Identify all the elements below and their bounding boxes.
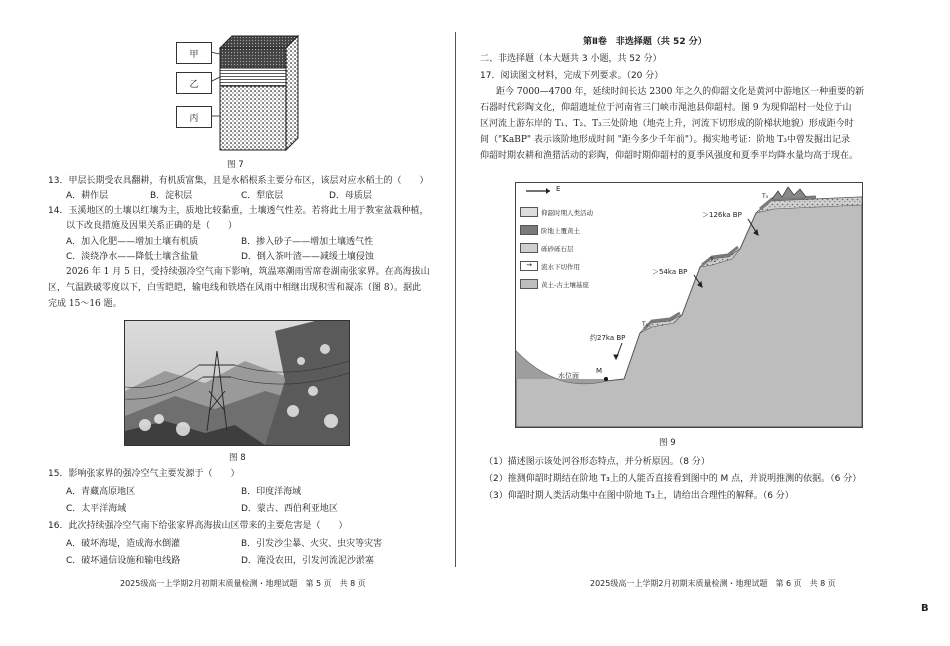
corner-mark: B bbox=[921, 603, 929, 614]
legend-swatch-gravel bbox=[520, 243, 538, 253]
age-label-t3: ＞126ka BP bbox=[702, 211, 742, 219]
terrace-label-t3: T₃ bbox=[762, 193, 769, 200]
layer-label-yi: 乙 bbox=[176, 72, 212, 94]
legend-loess-cover bbox=[520, 225, 580, 235]
q17-sub2: （2）推测仰韶时期结在阶地 T₃上的人能否直接看到图中的 M 点，并说明推测的依据。（6 分） bbox=[484, 474, 862, 484]
right-footer: 2025级高一上学期2月初期末质量检测・地理试题 第 6 页 共 8 页 bbox=[590, 579, 836, 588]
water-level-label: 水位面 bbox=[558, 372, 579, 380]
figure-8-photo bbox=[124, 320, 350, 446]
legend-label-downcutting: 流水下切作用 bbox=[541, 262, 580, 271]
q15-option-c: C．太平洋海域 bbox=[66, 504, 127, 514]
q16-option-a: A．破坏海堤，造成海水倒灌 bbox=[66, 539, 181, 549]
q13-option-c: C．犁底层 bbox=[241, 191, 284, 201]
q17-sub3: （3）仰韶时期人类活动集中在图中阶地 T₃上，请给出合理性的解释。（6 分） bbox=[484, 491, 794, 501]
legend-swatch-loess bbox=[520, 225, 538, 235]
q14-option-d: D．倒入茶叶渣——减缓土壤侵蚀 bbox=[241, 252, 374, 262]
legend-swatch-arrow: → bbox=[520, 261, 538, 271]
q17-sub1: （1）描述图示该处河谷形态特点，并分析原因。（8 分） bbox=[484, 457, 710, 467]
legend-label-base: 黄土-古土壤基座 bbox=[541, 280, 589, 289]
legend-label-gravel: 砾砂砾石层 bbox=[541, 244, 574, 253]
passage-line2: 区，气温跌破零度以下，白雪皑皑，输电线和铁塔在风雨中相继出现积雪和凝冻（图 8）。据此 bbox=[48, 283, 422, 293]
figure-7-caption: 图 7 bbox=[227, 160, 244, 170]
terrace-label-t2: T₂ bbox=[710, 257, 717, 264]
legend-label-loess: 阶地上覆黄土 bbox=[541, 226, 580, 235]
q15-option-a: A．青藏高原地区 bbox=[66, 487, 136, 497]
q14-option-b: B．掺入砂子——增加土壤透气性 bbox=[241, 237, 374, 247]
terrace-label-t1: T₁ bbox=[642, 321, 649, 328]
section-title: 第Ⅱ卷 非选择题（共 52 分） bbox=[583, 37, 707, 47]
age-label-t2: ＞54ka BP bbox=[652, 268, 688, 276]
left-footer: 2025级高一上学期2月初期末质量检测・地理试题 第 5 页 共 8 页 bbox=[120, 579, 366, 588]
legend-label-human: 仰韶时期人类活动 bbox=[541, 208, 593, 217]
legend-base bbox=[520, 279, 589, 289]
point-m-label: M bbox=[596, 367, 603, 375]
layer-label-jia: 甲 bbox=[176, 42, 212, 64]
q17-intro: 17．阅读图文材料，完成下列要求。（20 分） bbox=[480, 71, 664, 81]
q16-option-d: D．淹没农田，引发河流泥沙淤塞 bbox=[241, 556, 374, 566]
legend-human-activity bbox=[520, 207, 593, 217]
q13-stem: 13．甲层长期受农具翻耕，有机质富集，且是水稻根系主要分布区，该层对应水稻土的（ ） bbox=[48, 176, 429, 186]
legend-gravel bbox=[520, 243, 574, 253]
q15-option-d: D．蒙古、西伯利亚地区 bbox=[241, 504, 338, 514]
q14-stem-line1: 14．玉溪地区的土壤以红壤为主，质地比较黏重，土壤透气性差。若将此土用于教室盆栽种植， bbox=[48, 206, 429, 216]
material-line2: 石器时代彩陶文化，仰韶遗址位于河南省三门峡市渑池县仰韶村。图 9 为现仰韶村一处位于山 bbox=[480, 103, 852, 113]
river-terrace-cross-section bbox=[516, 183, 862, 427]
legend-downcutting bbox=[520, 261, 580, 271]
figure-9-diagram bbox=[515, 182, 863, 428]
legend-swatch-base bbox=[520, 279, 538, 289]
passage-line1: 2026 年 1 月 5 日，受持续强冷空气南下影响，筑温寒潮雨雪席卷湖南张家界。在高海拔山 bbox=[66, 267, 430, 277]
part-heading: 二、非选择题（本大题共 3 小题，共 52 分） bbox=[480, 54, 662, 64]
material-line4: 间（"KaBP" 表示该阶地形成时间 "距今多少千年前"）。揭实地考证：阶地 T₃中曾发掘出记录 bbox=[480, 135, 851, 145]
q14-option-a: A．加入化肥——增加土壤有机质 bbox=[66, 237, 199, 247]
q15-option-b: B．印度洋海域 bbox=[241, 487, 302, 497]
page-divider bbox=[455, 32, 456, 567]
material-line3: 区河流上游东岸的 T₁、T₂、T₃三处阶地（地壳上升，河流下切形成的阶梯状地貌）形成距今时 bbox=[480, 119, 854, 129]
figure-7 bbox=[170, 30, 310, 158]
legend-swatch-human bbox=[520, 207, 538, 217]
figure-9-caption: 图 9 bbox=[659, 438, 676, 448]
figure-8-caption: 图 8 bbox=[229, 453, 246, 463]
east-label: E bbox=[556, 185, 561, 193]
snowy-pylon-photo bbox=[125, 321, 349, 445]
q15-stem: 15．影响张家界的强冷空气主要发源于（ ） bbox=[48, 469, 240, 479]
q13-option-b: B．淀积层 bbox=[150, 191, 193, 201]
q16-stem: 16．此次持续强冷空气南下给张家界高海拔山区带来的主要危害是（ ） bbox=[48, 521, 348, 531]
q14-option-c: C．淡绕净水——降低土壤含盐量 bbox=[66, 252, 199, 262]
q16-option-b: B．引发沙尘暴、火灾、虫灾等灾害 bbox=[241, 539, 383, 549]
q13-option-a: A．耕作层 bbox=[66, 191, 109, 201]
layer-label-bing: 丙 bbox=[176, 106, 212, 128]
q14-stem-line2: 以下改良措施及因果关系正确的是（ ） bbox=[66, 221, 238, 231]
q13-option-d: D．母质层 bbox=[329, 191, 372, 201]
q16-option-c: C．破坏通信设施和输电线路 bbox=[66, 556, 181, 566]
material-line5: 仰韶时期农耕和渔猎活动的彩陶，仰韶时期仰韶村的夏季风强度和夏季平均降水量均高于现在。 bbox=[480, 151, 859, 161]
passage-line3: 完成 15～16 题。 bbox=[48, 299, 122, 309]
material-line1: 距今 7000—4700 年，延续时间长达 2300 年之久的仰韶文化是黄河中游地区一种重要的新 bbox=[496, 87, 865, 97]
age-label-t1: 约27ka BP bbox=[590, 334, 626, 342]
